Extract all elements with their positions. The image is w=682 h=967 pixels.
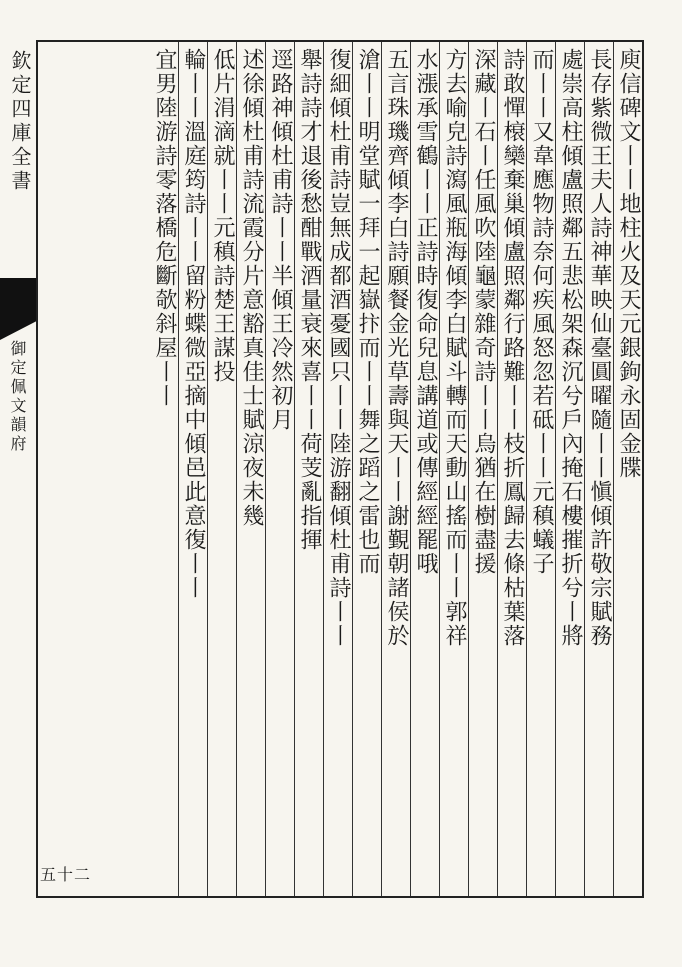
side-margin: [0, 40, 36, 898]
text-column: 述徐傾杜甫詩流霞分片意豁真佳士賦涼夜未幾: [236, 42, 265, 896]
text-columns: [38, 42, 642, 896]
text-frame: [36, 40, 644, 898]
text-column: 深藏丨石丨任風吹陸龜蒙雜奇詩丨丨烏猶在樹盡援: [468, 42, 497, 896]
text-column: 方去喻皃詩瀉風瓶海傾李白賦斗轉而天動山搖而丨丨郭祥: [439, 42, 468, 896]
text-column: 逕路神傾杜甫詩丨丨半傾王冷然初月: [265, 42, 294, 896]
text-column: 庾信碑文丨丨地柱火及天元銀鉤永固金牒: [613, 42, 642, 896]
text-column: 滄丨丨明堂賦一拜一起嶽抃而丨丨舞之蹈之雷也而: [352, 42, 381, 896]
text-column: 詩敢憚榱欒棄巢傾盧照鄰行路難丨丨枝折鳳歸去條枯葉落: [497, 42, 526, 896]
text-column: 長存紫微王夫人詩神華映仙臺圓曜隨丨丨愼傾許敬宗賦務: [584, 42, 613, 896]
text-column: 復細傾杜甫詩豈無成都酒憂國只丨丨陸游翻傾杜甫詩丨丨: [323, 42, 352, 896]
text-column: 水漲承雪鶴丨丨正詩時復命兒息講道或傳經經罷哦: [410, 42, 439, 896]
text-column: 處崇高柱傾盧照鄰五悲松架森沉兮戶內掩石樓摧折兮丨將: [555, 42, 584, 896]
text-column: 舉詩詩才退後愁酣戰酒量衰來喜丨丨荷芰亂指揮: [294, 42, 323, 896]
margin-bar: [0, 278, 36, 340]
text-column: 五言珠璣齊傾李白詩願餐金光草壽與天丨丨謝覲朝諸侯於: [381, 42, 410, 896]
margin-book-title: 御定佩文韻府: [8, 340, 27, 454]
text-column: 而丨丨又韋應物詩奈何疾風怒忽若砥丨丨元稹蟻子: [526, 42, 555, 896]
margin-title: 欽定四庫全書: [8, 50, 32, 194]
text-column: 宜男陸游詩零落橋危斷欹斜屋丨丨: [152, 48, 177, 408]
page-number: 五十二: [40, 865, 92, 884]
text-column: 輪丨丨溫庭筠詩丨丨留粉蝶微亞摘中傾邑此意復丨丨: [178, 42, 207, 896]
text-column: 低片涓滴就丨丨元稹詩楚王謀投: [207, 42, 236, 896]
